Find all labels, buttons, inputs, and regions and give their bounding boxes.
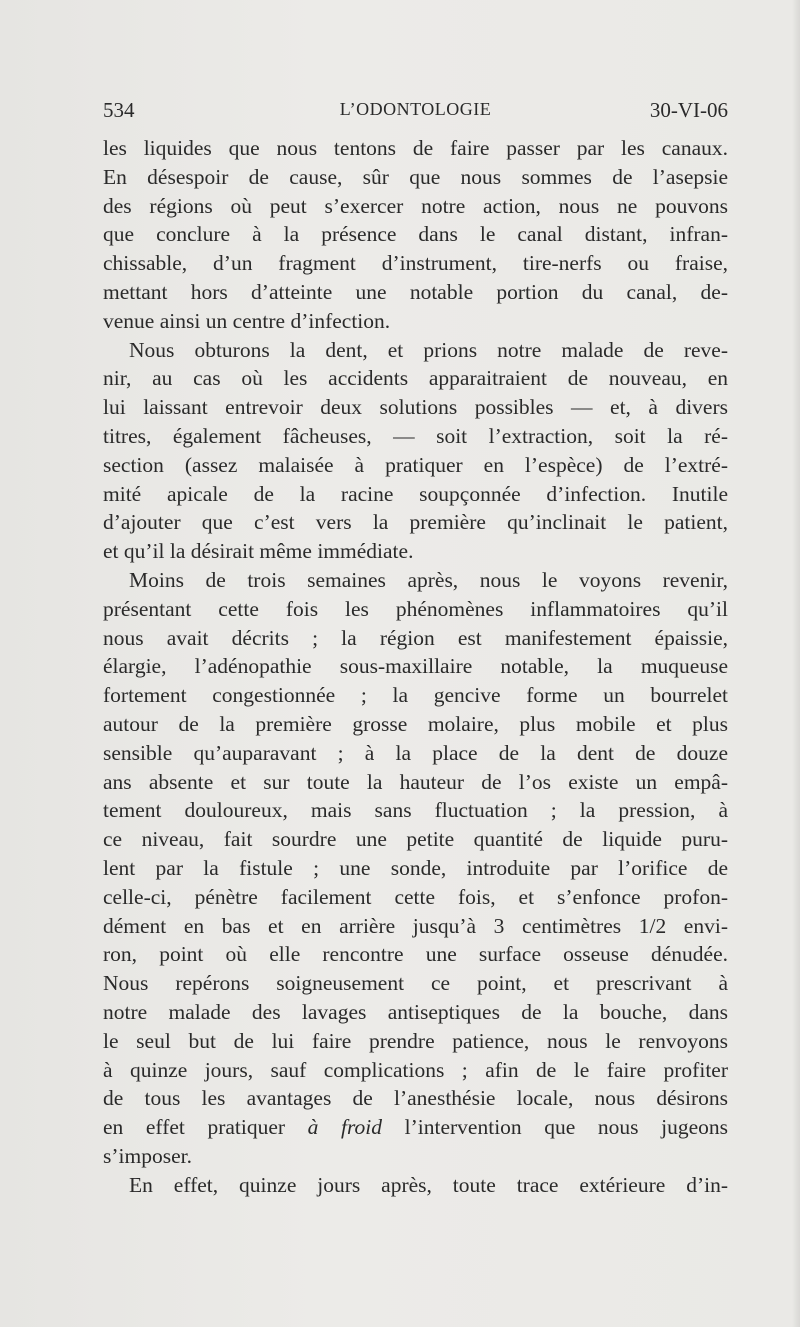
text-line-with-italic bbox=[103, 1113, 728, 1142]
text-line: En effet, quinze jours après, toute trace extérieure d’in- bbox=[129, 1172, 728, 1197]
text-line: En désespoir de cause, sûr que nous sommes de l’asepsie bbox=[103, 164, 728, 189]
text-line: notre malade des lavages antiseptiques de la bouche, dans bbox=[103, 999, 728, 1024]
text-line: titres, également fâcheuses, — soit l’extraction, soit la ré- bbox=[103, 423, 728, 448]
text-line: le seul but de lui faire prendre patience, nous le renvoyons bbox=[103, 1028, 728, 1053]
text-line: ron, point où elle rencontre une surface osseuse dénudée. bbox=[103, 942, 728, 967]
text-line: autour de la première grosse molaire, plus mobile et plus bbox=[103, 711, 728, 736]
text-line: s’imposer. bbox=[103, 1143, 192, 1168]
text-line: tement douloureux, mais sans fluctuation ; la pression, à bbox=[103, 798, 728, 823]
page-number: 534 bbox=[103, 98, 135, 122]
text-line: lent par la fistule ; une sonde, introduite par l’orifice de bbox=[103, 855, 728, 880]
text-line: d’ajouter que c’est vers la première qu’inclinait le patient, bbox=[103, 510, 728, 535]
text-line: mité apicale de la racine soupçonnée d’infection. Inutile bbox=[103, 481, 728, 506]
text-line: que conclure à la présence dans le canal distant, infran- bbox=[103, 222, 728, 247]
text-line: élargie, l’adénopathie sous-maxillaire notable, la muqueuse bbox=[103, 654, 728, 679]
running-header bbox=[103, 98, 728, 128]
text-line: de tous les avantages de l’anesthésie locale, nous désirons bbox=[103, 1086, 728, 1111]
text-line: mettant hors d’atteinte une notable portion du canal, de- bbox=[103, 279, 728, 304]
text-line: nous avait décrits ; la région est manifestement épaissie, bbox=[103, 625, 728, 650]
text-line: présentant cette fois les phénomènes inflammatoires qu’il bbox=[103, 596, 728, 621]
text-line: et qu’il la désirait même immédiate. bbox=[103, 539, 414, 564]
text-line: chissable, d’un fragment d’instrument, tire-nerfs ou fraise, bbox=[103, 251, 728, 276]
text-line: lui laissant entrevoir deux solutions possibles — et, à divers bbox=[103, 395, 728, 420]
text-segment: en effet pratiquer bbox=[103, 1115, 308, 1140]
text-line: fortement congestionnée ; la gencive forme un bourrelet bbox=[103, 683, 728, 708]
text-line: sensible qu’auparavant ; à la place de la dent de douze bbox=[103, 740, 728, 765]
text-line: Moins de trois semaines après, nous le voyons revenir, bbox=[129, 567, 728, 592]
text-line: dément en bas et en arrière jusqu’à 3 centimètres 1/2 envi- bbox=[103, 913, 728, 938]
issue-date: 30-VI-06 bbox=[649, 98, 728, 122]
text-line: des régions où peut s’exercer notre action, nous ne pouvons bbox=[103, 193, 728, 218]
text-line: Nous repérons soigneusement ce point, et prescrivant à bbox=[103, 971, 728, 996]
text-segment: l’intervention que nous jugeons bbox=[382, 1115, 728, 1140]
text-line: venue ainsi un centre d’infection. bbox=[103, 308, 391, 333]
body-text bbox=[103, 134, 728, 1199]
text-line: à quinze jours, sauf complications ; afin de le faire profiter bbox=[103, 1057, 728, 1082]
running-title: L’ODONTOLOGIE bbox=[339, 99, 492, 119]
text-line: celle-ci, pénètre facilement cette fois, et s’enfonce profon- bbox=[103, 884, 728, 909]
text-line: section (assez malaisée à pratiquer en l’espèce) de l’extré- bbox=[103, 452, 728, 477]
italic-phrase: à froid bbox=[307, 1115, 383, 1140]
text-line: Nous obturons la dent, et prions notre malade de reve- bbox=[129, 337, 728, 362]
text-line: ans absente et sur toute la hauteur de l’os existe un empâ- bbox=[103, 769, 728, 794]
page-edge-shadow bbox=[792, 0, 800, 1327]
text-line: les liquides que nous tentons de faire passer par les canaux. bbox=[103, 136, 728, 160]
text-line: ce niveau, fait sourdre une petite quantité de liquide puru- bbox=[103, 827, 728, 852]
text-line: nir, au cas où les accidents apparaitraient de nouveau, en bbox=[103, 366, 728, 391]
